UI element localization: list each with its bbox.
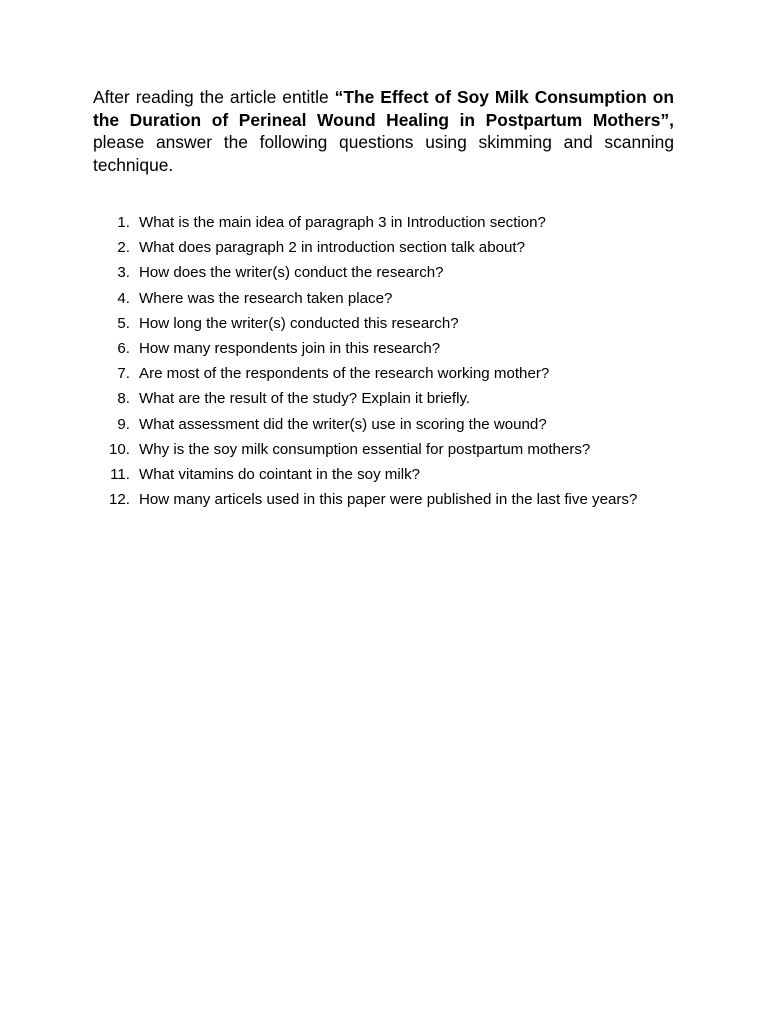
- question-number: 8.: [117, 390, 130, 408]
- question-text: What is the main idea of paragraph 3 in Introduction section?: [139, 214, 546, 231]
- question-item: [93, 487, 674, 512]
- question-item: [93, 386, 674, 411]
- question-number: 3.: [117, 264, 130, 282]
- question-number: 12.: [109, 491, 130, 509]
- question-number: 6.: [117, 340, 130, 358]
- document-page: [93, 86, 674, 512]
- question-number: 9.: [117, 415, 130, 433]
- question-item: [93, 260, 674, 285]
- question-item: [93, 235, 674, 260]
- article-title: “The Effect of Soy Milk Consumption on the Duration of Perineal Wound Healing in Postpartum Mothers”,: [93, 87, 674, 130]
- question-item: [93, 361, 674, 386]
- question-item: [93, 437, 674, 462]
- question-text: How many articels used in this paper were published in the last five years?: [139, 491, 638, 509]
- question-text: What assessment did the writer(s) use in scoring the wound?: [139, 415, 547, 433]
- intro-lead: After reading the article entitle: [93, 87, 335, 107]
- question-item: [93, 336, 674, 361]
- question-item: [93, 412, 674, 437]
- question-item: [93, 462, 674, 487]
- intro-instruction: please answer the following questions using skimming and scanning technique.: [93, 132, 674, 175]
- question-text: How does the writer(s) conduct the research?: [139, 264, 444, 282]
- question-text: Why is the soy milk consumption essential for postpartum mothers?: [139, 440, 591, 458]
- question-number: 1.: [117, 214, 130, 231]
- question-list: [93, 210, 674, 512]
- question-text: What vitamins do cointant in the soy milk?: [139, 466, 421, 484]
- intro-paragraph: [93, 86, 674, 176]
- question-number: 7.: [117, 365, 130, 383]
- question-text: What does paragraph 2 in introduction section talk about?: [139, 239, 525, 257]
- question-text: What are the result of the study? Explain it briefly.: [139, 390, 471, 408]
- question-item: [93, 311, 674, 336]
- question-text: Are most of the respondents of the research working mother?: [139, 365, 550, 383]
- question-number: 11.: [110, 466, 130, 484]
- question-item: [93, 210, 674, 235]
- question-text: How many respondents join in this research?: [139, 340, 441, 358]
- question-text: Where was the research taken place?: [139, 289, 393, 307]
- question-item: [93, 286, 674, 311]
- question-number: 4.: [117, 289, 130, 307]
- question-number: 5.: [117, 314, 130, 332]
- question-text: How long the writer(s) conducted this research?: [139, 314, 459, 332]
- question-number: 10.: [109, 440, 130, 458]
- question-number: 2.: [117, 239, 130, 257]
